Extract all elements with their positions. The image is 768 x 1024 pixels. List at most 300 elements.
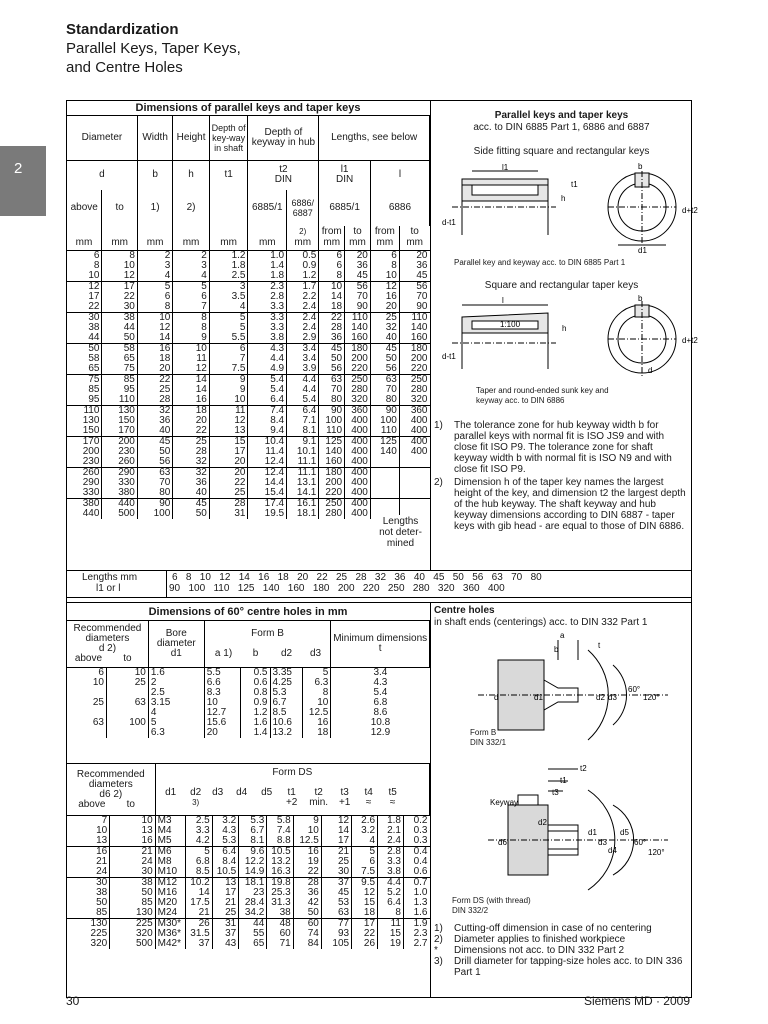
unit-cell: mm xyxy=(370,238,399,250)
table-cell: 3.4 xyxy=(331,667,430,678)
table-cell: 21 xyxy=(110,847,155,858)
table-cell: 53 xyxy=(321,898,351,908)
table-cell: 200 xyxy=(102,436,137,447)
table-cell: 1.8 xyxy=(248,271,287,282)
ds-t3-label: t3 xyxy=(340,787,349,798)
table-cell: 100 xyxy=(106,718,148,728)
table-cell: 31.5 xyxy=(186,929,212,939)
table-row xyxy=(67,708,430,718)
table-cell: 8 xyxy=(173,312,210,323)
table-cell: 8 xyxy=(137,302,172,313)
sym-b: b xyxy=(137,160,172,190)
table-cell: 10.4 xyxy=(248,436,287,447)
sub-6885: 6885/1 xyxy=(248,190,287,226)
table-cell: 25.3 xyxy=(267,888,293,898)
table-cell: 500 xyxy=(102,509,137,519)
table-cell: 70 xyxy=(399,292,429,302)
svg-text:b: b xyxy=(638,294,643,303)
table-cell: 20 xyxy=(345,250,371,261)
sym-h: h xyxy=(173,160,210,190)
table-cell: 6.4 xyxy=(287,405,319,416)
table-cell: 44 xyxy=(239,919,267,930)
table-cell: 100 xyxy=(137,509,172,519)
sym-d: d xyxy=(67,160,138,190)
table-cell: 24 xyxy=(96,866,108,877)
table-cell: 36 xyxy=(399,261,429,271)
table-cell: 7.4 xyxy=(267,826,293,836)
table-cell: 12.5 xyxy=(293,836,321,847)
table-row xyxy=(67,488,430,499)
table-cell: 8.5 xyxy=(186,867,212,878)
table-cell: 14 xyxy=(186,888,212,898)
table-cell: 1.0 xyxy=(248,250,287,261)
table-cell: 2.4 xyxy=(287,312,319,323)
table-cell: 5.8 xyxy=(267,816,293,827)
table-cell: 4.3 xyxy=(248,343,287,354)
table-cell: 3.3 xyxy=(248,323,287,333)
table-cell: 10 xyxy=(106,667,148,678)
col-width: Width xyxy=(137,116,172,160)
table-cell: 40 xyxy=(173,488,210,499)
table-cell: 15.4 xyxy=(248,488,287,499)
table-cell: 4.2 xyxy=(186,836,212,847)
unit-cell: mm xyxy=(75,237,93,248)
sym-t1: t1 xyxy=(209,160,248,190)
table-cell: 6 xyxy=(319,261,345,271)
table-row xyxy=(67,836,430,847)
table-cell: 8.4 xyxy=(212,857,238,867)
cb-d1-label: d1 xyxy=(170,647,182,659)
svg-text:t2: t2 xyxy=(580,764,587,773)
lengths-label: Lengths mm xyxy=(82,572,138,583)
table-cell: 1.2 xyxy=(209,250,248,261)
table-cell: 110 xyxy=(399,312,429,323)
table-cell: M10 xyxy=(155,867,186,878)
table-cell: 15 xyxy=(209,436,248,447)
unit-cell: mm xyxy=(137,238,172,250)
table-cell: 11.1 xyxy=(287,457,319,468)
svg-text:l: l xyxy=(502,296,504,305)
table-cell: 13.1 xyxy=(287,478,319,488)
table-cell: 31 xyxy=(212,919,238,930)
keys-notes xyxy=(434,420,688,532)
table-cell: 1.8 xyxy=(209,261,248,271)
cb-d-label: d 2) xyxy=(98,642,117,654)
table-cell: 10 xyxy=(319,281,345,292)
parallel-key-drawing xyxy=(432,162,698,255)
table-cell: 63 xyxy=(137,467,172,478)
table-cell: 50 xyxy=(173,509,210,519)
centre-form-ds-drawing xyxy=(438,765,688,895)
table-cell: 16 xyxy=(110,836,155,847)
table-cell: 19 xyxy=(293,857,321,867)
table-cell: 3 xyxy=(209,281,248,292)
table-cell: 70 xyxy=(370,385,399,395)
table-cell: 0.9 xyxy=(240,698,270,708)
table-cell: 5.4 xyxy=(248,374,287,385)
table-cell: M16 xyxy=(155,888,186,898)
table-cell: 100 xyxy=(370,416,399,426)
svg-text:60°: 60° xyxy=(634,838,647,847)
table-cell: 56 xyxy=(370,364,399,375)
table-cell: 93 xyxy=(321,929,351,939)
table-cell: 100 xyxy=(319,416,345,426)
table-cell: 9 xyxy=(209,385,248,395)
table-cell: 140 xyxy=(345,323,371,333)
table-cell: 70 xyxy=(319,385,345,395)
ds-t5-label: t5 xyxy=(388,787,397,798)
cb-a-label: a 1) xyxy=(214,647,233,659)
table-cell: 2.8 xyxy=(378,847,404,858)
lengths-sublabel: l1 or l xyxy=(96,583,121,594)
table-cell: 170 xyxy=(67,436,102,447)
table-row xyxy=(67,395,430,406)
table-cell: 140 xyxy=(319,447,345,457)
table-cell: M4 xyxy=(155,826,186,836)
table-cell: 0.6 xyxy=(403,867,429,878)
table-cell: 12 xyxy=(137,323,172,333)
table-cell xyxy=(399,457,429,468)
svg-text:t1: t1 xyxy=(571,180,578,189)
table-cell: 12.9 xyxy=(331,728,430,738)
table-cell: 75 xyxy=(102,364,137,375)
svg-text:1:100: 1:100 xyxy=(500,320,521,329)
svg-text:d2: d2 xyxy=(596,693,605,702)
col-lengths: Lengths, see below xyxy=(319,116,430,160)
table-cell: 45 xyxy=(345,271,371,282)
table-cell: 20 xyxy=(137,364,172,375)
table-cell: 12 xyxy=(173,364,210,375)
cnote-1-text: Cutting-off dimension in case of no centering xyxy=(454,923,652,934)
table-cell: 14 xyxy=(137,333,172,344)
table-cell: 4.4 xyxy=(378,878,404,889)
table-cell xyxy=(106,688,148,698)
table-cell: 10.8 xyxy=(331,718,430,728)
table-cell: 30 xyxy=(110,867,155,878)
ds-t4-cell xyxy=(357,788,381,808)
sub-from1: from xyxy=(319,226,345,238)
table-cell: 4.3 xyxy=(212,826,238,836)
table-row xyxy=(67,678,430,688)
table-cell: 20 xyxy=(209,467,248,478)
table-cell: 15 xyxy=(378,929,404,939)
table-row xyxy=(67,312,430,323)
ds-t2-label: t2 xyxy=(314,787,323,798)
keys-table-title: Dimensions of parallel keys and taper keys xyxy=(66,100,430,116)
table-cell: 16.1 xyxy=(287,498,319,509)
sub-fn2: 2) xyxy=(173,190,210,226)
table-cell: 110 xyxy=(102,395,137,406)
svg-text:h: h xyxy=(561,194,566,203)
table-cell: 60 xyxy=(293,919,321,930)
cb-b-label: b xyxy=(252,647,259,659)
col-depth-hub: Depth of keyway in hub xyxy=(248,116,319,160)
table-cell xyxy=(67,708,107,718)
table-cell xyxy=(67,688,107,698)
formds-caption-1: Form DS (with thread) xyxy=(452,896,531,905)
table-cell: 63 xyxy=(321,908,351,919)
svg-text:d4: d4 xyxy=(608,846,617,855)
table-cell: 4 xyxy=(173,271,210,282)
table-cell: 2.3 xyxy=(248,281,287,292)
table-cell: 1.9 xyxy=(403,919,429,930)
table-cell: 3.8 xyxy=(378,867,404,878)
cnote-1-marker: 1) xyxy=(434,923,443,934)
table-cell: 400 xyxy=(345,498,371,509)
formb-caption xyxy=(470,728,506,748)
din-label-1: DIN xyxy=(274,174,293,186)
table-cell: 24 xyxy=(110,857,155,867)
table-cell: 180 xyxy=(319,467,345,478)
table-cell: 58 xyxy=(102,343,137,354)
table-cell: 28 xyxy=(293,878,321,889)
table-cell: 28 xyxy=(137,395,172,406)
table-cell: 38 xyxy=(267,908,293,919)
table-cell: 18 xyxy=(137,354,172,364)
table-cell: 400 xyxy=(399,426,429,437)
table-cell: 58 xyxy=(88,352,100,364)
svg-text:b: b xyxy=(638,162,643,171)
table-row xyxy=(67,457,430,468)
table-cell: 2.5 xyxy=(209,271,248,282)
table-cell: 22 xyxy=(319,312,345,323)
ds-to-label: to xyxy=(126,798,135,810)
table-cell: 0.6 xyxy=(240,678,270,688)
table-cell: 65 xyxy=(102,354,137,364)
table-row xyxy=(67,698,430,708)
caption-parallel-key: Parallel key and keyway acc. to DIN 6885 Part 1 xyxy=(454,258,626,267)
table-cell: 13.2 xyxy=(270,728,303,738)
table-cell: 80 xyxy=(319,395,345,406)
table-cell: 3.15 xyxy=(148,698,204,708)
note-2-text: Dimension h of the taper key names the largest height of the key, and dimension t2 the largest depth of the hub keyway. The shaft keyway and hub keyway dimensions according to DIN 6887 - taper keys with gib head - are equal to those of DIN 6886. xyxy=(454,477,686,532)
unit-cell: mm xyxy=(173,238,210,250)
table-cell: 50 xyxy=(293,908,321,919)
svg-text:t3: t3 xyxy=(552,788,559,797)
table-cell xyxy=(106,728,148,738)
svg-text:t1: t1 xyxy=(560,776,567,785)
table-cell: 63 xyxy=(319,374,345,385)
table-cell: 3.8 xyxy=(248,333,287,344)
table-cell: 80 xyxy=(370,395,399,406)
table-cell: 85 xyxy=(88,383,100,395)
table-cell: 6 xyxy=(319,250,345,261)
table-cell: 32 xyxy=(370,323,399,333)
table-row xyxy=(67,292,430,302)
table-cell: 320 xyxy=(110,929,155,939)
table-cell: 220 xyxy=(319,488,345,499)
table-cell: 90 xyxy=(319,405,345,416)
table-cell: 16 xyxy=(303,718,331,728)
keys-panel-subtitle: acc. to DIN 6885 Part 1, 6886 and 6887 xyxy=(473,122,650,133)
table-cell: 280 xyxy=(319,509,345,519)
table-row xyxy=(67,667,430,678)
table-row xyxy=(67,688,430,698)
table-cell: 125 xyxy=(370,436,399,447)
centre-panel-title: Centre holes xyxy=(434,605,495,616)
svg-text:a: a xyxy=(560,631,565,640)
table-cell: 25 xyxy=(370,312,399,323)
table-cell: 330 xyxy=(102,478,137,488)
table-cell: 5 xyxy=(209,312,248,323)
table-cell: 130 xyxy=(82,414,100,426)
table-cell: 90 xyxy=(370,405,399,416)
table-cell: 6.4 xyxy=(212,847,238,858)
note-1-marker: 1) xyxy=(434,420,443,431)
table-cell: 280 xyxy=(399,385,429,395)
sub-to: to xyxy=(102,190,137,226)
table-cell: 10 xyxy=(204,698,240,708)
table-cell: 21 xyxy=(186,908,212,919)
table-cell: 2.8 xyxy=(248,292,287,302)
table-row xyxy=(67,250,430,261)
cb-bore-label: Bore diameter xyxy=(156,627,196,649)
table-cell: 1.2 xyxy=(287,271,319,282)
cb-col-bore xyxy=(148,621,204,667)
table-cell: 5.5 xyxy=(209,333,248,344)
table-cell: 6.3 xyxy=(148,728,204,738)
table-cell: 160 xyxy=(345,333,371,344)
table-row xyxy=(67,405,430,416)
table-cell: 360 xyxy=(399,405,429,416)
table-cell: 250 xyxy=(319,498,345,509)
table-cell: 8.1 xyxy=(287,426,319,437)
svg-text:d: d xyxy=(494,693,499,702)
table-cell: 28.4 xyxy=(239,898,267,908)
table-cell: 40 xyxy=(137,426,172,437)
svg-text:d1: d1 xyxy=(588,828,597,837)
table-cell: 17 xyxy=(102,281,137,292)
table-cell: 1.2 xyxy=(240,708,270,718)
table-cell: M30* xyxy=(155,919,186,930)
table-cell: 6.8 xyxy=(331,698,430,708)
table-cell: 4.4 xyxy=(287,385,319,395)
table-cell: 45 xyxy=(370,343,399,354)
table-cell: 260 xyxy=(102,457,137,468)
table-cell: 36 xyxy=(137,416,172,426)
table-cell: 22 xyxy=(352,929,378,939)
table-cell: 1.4 xyxy=(240,728,270,738)
table-cell: 16 xyxy=(137,343,172,354)
table-cell: 45 xyxy=(321,888,351,898)
table-cell: 6 xyxy=(137,292,172,302)
table-cell: 25 xyxy=(173,436,210,447)
unit-cell: mm xyxy=(399,238,429,250)
table-cell: 0.8 xyxy=(240,688,270,698)
table-cell: M42* xyxy=(155,939,186,949)
table-cell: M3 xyxy=(155,816,186,827)
table-cell: 230 xyxy=(102,447,137,457)
table-cell: 2.5 xyxy=(148,688,204,698)
table-cell: 320 xyxy=(90,938,108,949)
table-cell: 14.9 xyxy=(239,867,267,878)
table-cell: 18 xyxy=(173,405,210,416)
table-cell: 44 xyxy=(102,323,137,333)
table-cell: 2.5 xyxy=(186,816,212,827)
table-cell: 290 xyxy=(102,467,137,478)
table-cell: 6.4 xyxy=(378,898,404,908)
table-cell xyxy=(67,728,107,738)
table-cell: 9.4 xyxy=(248,426,287,437)
ds-t3-tol: +1 xyxy=(338,797,351,808)
table-cell: 22 xyxy=(137,374,172,385)
table-cell xyxy=(399,498,429,509)
unit-cell: mm xyxy=(345,238,371,250)
formb-caption-1: Form B xyxy=(470,728,497,737)
svg-text:d+t2: d+t2 xyxy=(682,206,698,215)
table-cell: 10 xyxy=(96,825,108,836)
table-cell: 10 xyxy=(303,698,331,708)
table-cell: 22 xyxy=(293,867,321,878)
table-cell: 140 xyxy=(370,447,399,457)
table-cell: 3.9 xyxy=(287,364,319,375)
table-cell: 2 xyxy=(137,250,172,261)
table-cell: 22 xyxy=(102,292,137,302)
cb-to-label: to xyxy=(123,652,132,664)
ds-d5-label: d5 xyxy=(261,787,273,798)
table-cell: 5 xyxy=(209,323,248,333)
table-cell: 30 xyxy=(102,302,137,313)
table-row xyxy=(67,374,430,385)
sub-to2: to xyxy=(410,226,419,237)
table-cell: 21 xyxy=(96,856,108,867)
table-cell: 36 xyxy=(173,478,210,488)
table-cell: 10 xyxy=(92,676,104,688)
table-cell: 0.2 xyxy=(403,816,429,827)
table-cell: 11.4 xyxy=(248,447,287,457)
table-cell: 40 xyxy=(370,333,399,344)
table-cell: 22 xyxy=(88,300,100,312)
table-cell: 19.5 xyxy=(248,509,287,519)
table-cell: 17 xyxy=(88,290,100,302)
sub-6885b: 6885/1 xyxy=(319,190,371,226)
table-cell: 130 xyxy=(102,405,137,416)
table-cell: 32 xyxy=(137,405,172,416)
table-cell: 220 xyxy=(399,364,429,375)
table-cell: M8 xyxy=(155,857,186,867)
table-cell: 8 xyxy=(370,261,399,271)
table-cell: 95 xyxy=(102,385,137,395)
table-cell: 8 xyxy=(102,250,137,261)
table-cell: 9.1 xyxy=(287,436,319,447)
table-cell: 90 xyxy=(137,498,172,509)
table-cell: 140 xyxy=(399,323,429,333)
col-depth-shaft: Depth of key-way in shaft xyxy=(209,116,248,160)
table-cell: 130 xyxy=(67,919,110,930)
table-cell: 0.3 xyxy=(403,836,429,847)
table-cell: 12 xyxy=(370,281,399,292)
table-cell: 25 xyxy=(92,696,104,708)
table-cell: 105 xyxy=(321,939,351,949)
table-cell: 16 xyxy=(293,847,321,858)
table-cell: 50 xyxy=(67,343,102,354)
cnote-3-text: Dimensions not acc. to DIN 332 Part 2 xyxy=(454,945,625,956)
ds-t2-tol: min. xyxy=(309,797,329,808)
table-cell: 250 xyxy=(345,374,371,385)
cb-rec-label: Recommended diameters xyxy=(73,622,142,644)
table-cell: 8.4 xyxy=(248,416,287,426)
table-cell: 0.5 xyxy=(287,250,319,261)
table-cell: 5.4 xyxy=(248,385,287,395)
table-cell: 200 xyxy=(345,354,371,364)
table-row xyxy=(67,467,430,478)
table-row xyxy=(67,333,430,344)
table-row xyxy=(67,447,430,457)
table-cell: 16.3 xyxy=(267,867,293,878)
table-cell xyxy=(399,467,429,478)
unit-cell: mm xyxy=(287,238,319,250)
sym-l1: l1 xyxy=(340,164,349,176)
